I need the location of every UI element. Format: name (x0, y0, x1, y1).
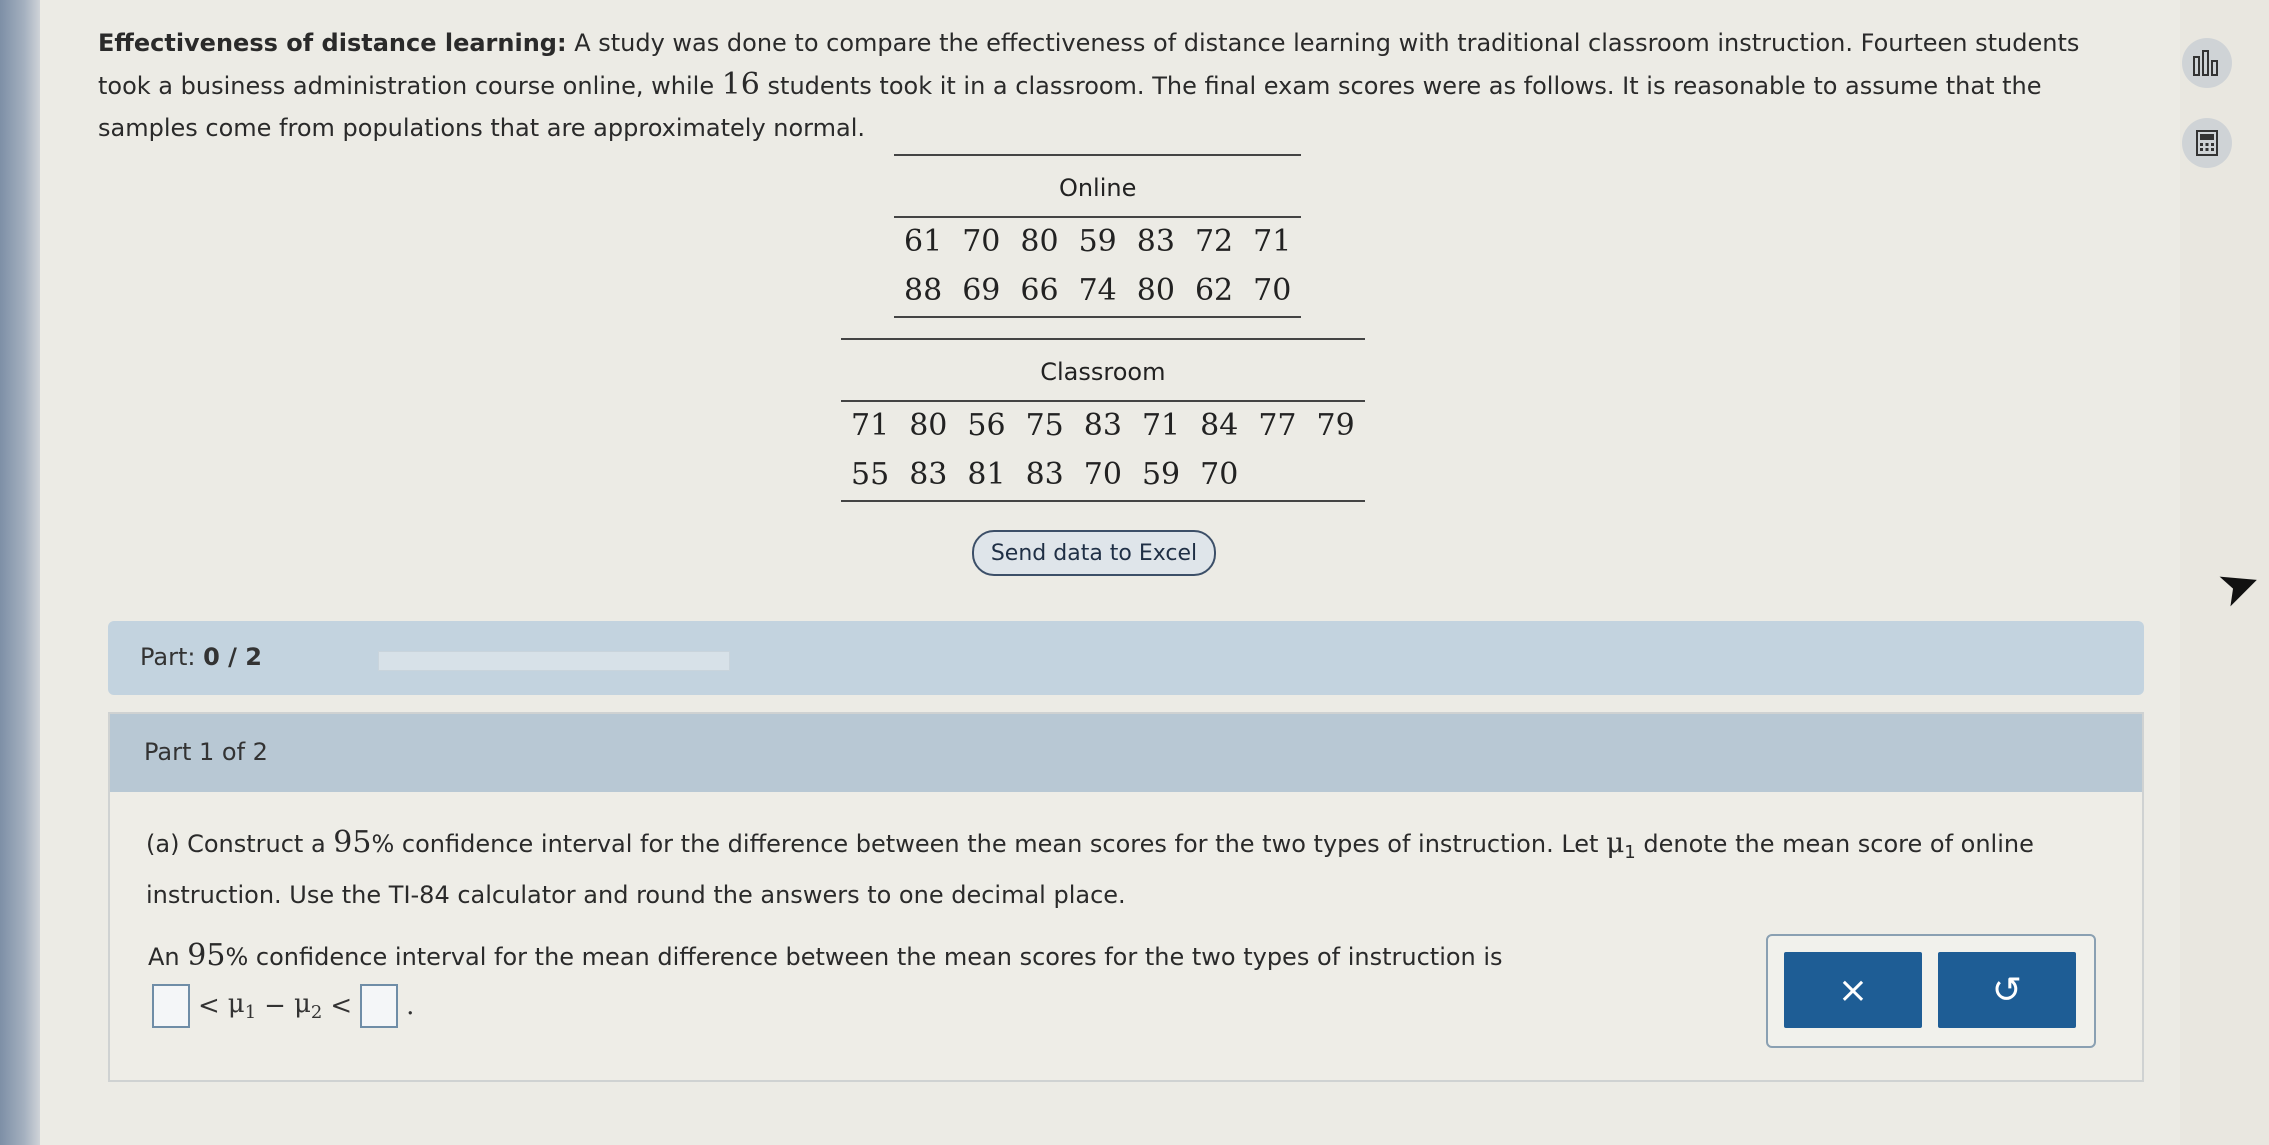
answer-confidence: 95 (187, 938, 226, 973)
problem-text-1: A study was done to compare the effectiveness of distance learning with traditional classroom instruction. Fourteen students took a business administration course online, while (98, 29, 2080, 100)
classroom-body (841, 402, 1365, 501)
bar-chart-icon-svg (2192, 49, 2222, 77)
mu2-expression (294, 989, 322, 1023)
less-than-2: < (330, 991, 353, 1021)
answer-a: An (148, 943, 188, 971)
classroom-cell: 75 (1025, 408, 1064, 443)
confidence-level: 95 (333, 825, 372, 860)
question-text (146, 822, 2036, 916)
mu2: μ (293, 988, 311, 1019)
answer-tools (1766, 934, 2096, 1048)
online-row (894, 218, 1301, 267)
online-cell: 70 (1253, 273, 1292, 308)
classroom-cell: 79 (1316, 408, 1355, 443)
calculator-icon[interactable] (2182, 118, 2232, 168)
classroom-cell: 77 (1258, 408, 1297, 443)
online-scores-table (894, 154, 1301, 318)
mu-subscript: 1 (1624, 841, 1636, 863)
lower-bound-input[interactable] (152, 984, 190, 1028)
mu1: μ (227, 988, 245, 1019)
online-cell: 62 (1194, 273, 1234, 308)
classroom-cell: 83 (1025, 457, 1064, 492)
classroom-cell: 83 (909, 457, 948, 492)
less-than-1: < (198, 991, 220, 1021)
clear-button[interactable] (1784, 952, 1922, 1028)
window-edge (0, 0, 40, 1145)
calculator-icon-svg (2195, 129, 2219, 157)
online-cell: 59 (1078, 224, 1117, 259)
mu2-sub: 2 (310, 1002, 323, 1024)
online-cell: 69 (962, 273, 1001, 308)
bar-chart-icon[interactable] (2182, 38, 2232, 88)
question-b: % confidence interval for the difference between the mean scores for the two types of instruction. Let (371, 830, 1607, 858)
classroom-caption: Classroom (841, 338, 1365, 402)
mouse-cursor-icon: ➤ (2209, 550, 2269, 620)
undo-icon: ↺ (1991, 969, 2023, 1011)
question-c: denote the mean score of online instruction. Use the TI-84 calculator and round the answers to one decimal place. (146, 830, 2034, 909)
problem-text-2: students took it in a classroom. The final exam scores were as follows. It is reasonable to assume that the samples come from populations that are approximately normal. (98, 72, 2042, 142)
send-to-excel-button[interactable]: Send data to Excel (972, 530, 1216, 576)
part-progress-bar (108, 621, 2144, 695)
classroom-cell (1307, 451, 1365, 501)
online-cell: 72 (1194, 224, 1234, 259)
minus-sign: − (264, 991, 286, 1021)
part-header-label: Part 1 of 2 (144, 738, 268, 766)
part-label-text: Part: (140, 643, 196, 671)
part-1-panel (108, 712, 2144, 1082)
classroom-cell: 56 (967, 408, 1006, 443)
classroom-cell (1248, 451, 1306, 501)
classroom-count: 16 (721, 67, 760, 102)
online-cell: 66 (1020, 273, 1059, 308)
online-cell: 80 (1020, 224, 1059, 259)
online-cell: 74 (1078, 273, 1117, 308)
online-cell: 88 (904, 273, 943, 308)
online-cell: 83 (1136, 224, 1175, 259)
main-content (40, 0, 2180, 1145)
classroom-cell: 84 (1200, 408, 1239, 443)
close-icon: × (1837, 969, 1869, 1011)
classroom-cell: 70 (1083, 457, 1122, 492)
mu1-expression (228, 989, 256, 1023)
part-header (110, 714, 2142, 792)
period: . (406, 991, 415, 1021)
online-cell: 70 (962, 224, 1001, 259)
online-cell: 80 (1136, 273, 1175, 308)
classroom-cell: 71 (851, 408, 890, 443)
online-cell: 61 (904, 224, 943, 259)
classroom-cell: 81 (967, 457, 1006, 492)
question-a: (a) Construct a (146, 830, 334, 858)
part-progress-value: 0 / 2 (203, 643, 262, 671)
classroom-cell: 80 (909, 408, 948, 443)
answer-b: % confidence interval for the mean difference between the mean scores for the two types of instruction is (225, 943, 1503, 971)
answer-prompt (148, 938, 1503, 973)
classroom-cell: 70 (1200, 457, 1239, 492)
mu1-sub: 1 (244, 1002, 257, 1024)
answer-row (152, 984, 414, 1028)
progress-track (378, 651, 730, 671)
problem-title: Effectiveness of distance learning: (98, 29, 567, 57)
mu-symbol: μ (1606, 826, 1625, 859)
online-cell: 71 (1253, 224, 1292, 259)
online-caption: Online (894, 154, 1301, 218)
classroom-cell: 55 (851, 457, 890, 492)
problem-statement (98, 22, 2088, 149)
classroom-cell: 71 (1141, 408, 1181, 443)
online-body (894, 218, 1301, 317)
classroom-cell: 83 (1083, 408, 1122, 443)
part-progress-label (140, 643, 262, 671)
undo-button[interactable] (1938, 952, 2076, 1028)
online-row (894, 267, 1301, 317)
upper-bound-input[interactable] (360, 984, 398, 1028)
classroom-cell: 59 (1141, 457, 1181, 492)
classroom-row (841, 402, 1365, 451)
classroom-row (841, 451, 1365, 501)
classroom-scores-table (841, 338, 1365, 502)
